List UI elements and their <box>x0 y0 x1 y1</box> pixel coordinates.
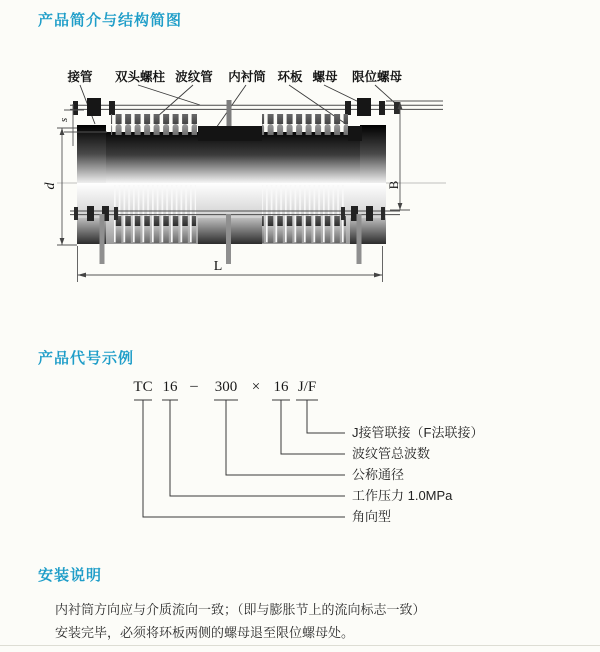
page-divider <box>0 645 600 646</box>
code-seg-waves: 16 <box>273 379 289 395</box>
callout-connection: J接管联接（F法联接） <box>352 425 484 440</box>
part-label-huanban: 环板 <box>277 70 303 84</box>
dim-label-B: B <box>386 180 401 190</box>
code-seg-type: TC <box>133 379 153 395</box>
dim-B <box>386 101 443 210</box>
structure-diagram <box>0 58 600 298</box>
code-seg-diameter: 300 <box>214 379 238 395</box>
section-heading-structure: 产品简介与结构简图 <box>38 12 183 29</box>
code-example-diagram <box>0 374 600 560</box>
callout-diameter: 公称通径 <box>352 467 405 482</box>
install-line-1: 内衬筒方向应与介质流向一致；（即与膨胀节上的流向标志一致） <box>55 602 426 617</box>
dim-label-d: d <box>43 182 58 190</box>
part-labels <box>66 69 402 84</box>
part-label-shuangtouluozhu: 双头螺柱 <box>114 70 166 84</box>
code-segments <box>133 378 316 395</box>
liner-band <box>198 126 262 141</box>
callout-waves: 波纹管总波数 <box>352 446 431 461</box>
dim-d <box>43 128 77 245</box>
callout-pressure: 工作压力 1.0MPa <box>352 488 453 503</box>
code-callout-lines <box>134 400 345 517</box>
part-label-bowenguan: 波纹管 <box>175 70 213 84</box>
part-label-jieguan: 接管 <box>67 70 93 84</box>
code-seg-pressure: 16 <box>162 379 178 395</box>
part-label-luomu: 螺母 <box>312 70 338 84</box>
dim-label-s: s <box>58 117 70 123</box>
install-instructions <box>55 599 555 644</box>
callout-type: 角向型 <box>352 509 392 524</box>
code-seg-connection: J/F <box>297 379 317 395</box>
dim-label-L: L <box>213 259 223 274</box>
collar-band <box>348 126 362 141</box>
part-label-neichentong: 内衬筒 <box>228 70 266 84</box>
code-callouts <box>352 425 483 524</box>
bellows-top-right <box>262 114 348 135</box>
install-line-2: 安装完毕，必须将环板两侧的螺母退至限位螺母处。 <box>55 624 355 640</box>
section-heading-install: 安装说明 <box>38 567 103 584</box>
section-heading-code: 产品代号示例 <box>38 350 135 367</box>
code-seg-times: × <box>251 379 261 395</box>
center-stud <box>227 100 232 130</box>
joint-body-bottom <box>70 183 400 264</box>
code-seg-dash: – <box>190 378 198 394</box>
part-label-xianweiluomu: 限位螺母 <box>351 70 403 84</box>
bellows-top-left <box>111 114 197 135</box>
